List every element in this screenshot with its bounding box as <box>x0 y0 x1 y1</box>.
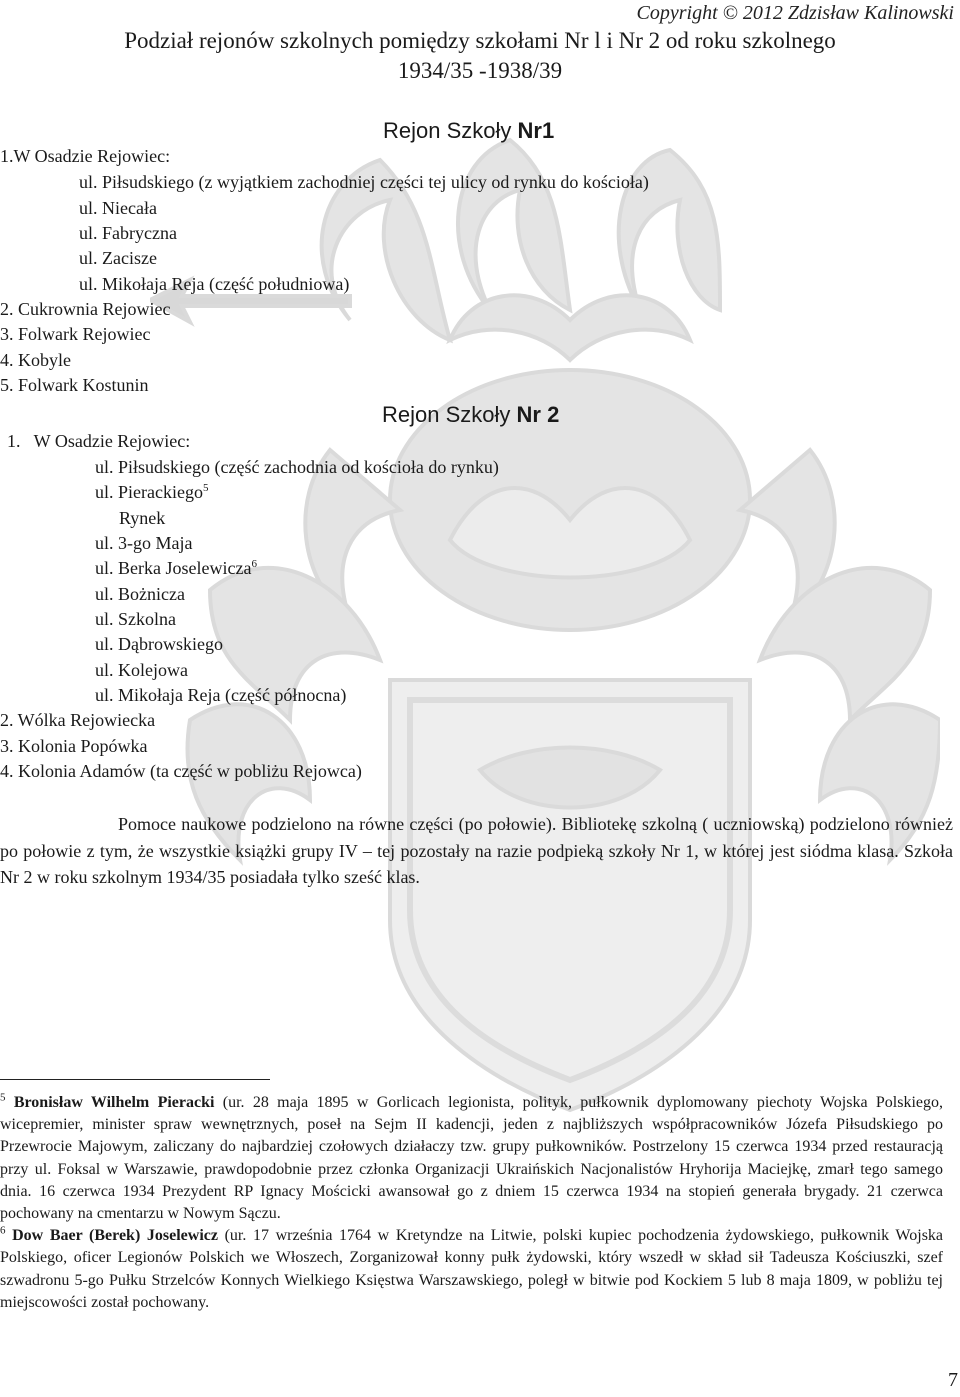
list-item: ul. Piłsudskiego (część zachodnia od kościoła do rynku) <box>95 457 499 477</box>
paragraph-text: Pomoce naukowe podzielono na równe części (po połowie). Bibliotekę szkolną ( uczniowską) podzielono również po połowie z tym, że wszystkie książki grupy IV – tej pozostały na razie podpieką szkoły Nr 1, w której jest siódma klasa. Szkoła Nr 2 w roku szkolnym 1934/35 posiadała tylko sześć klas. <box>0 814 953 887</box>
list-item: 1. W Osadzie Rejowiec: <box>7 431 191 451</box>
list-item: 2. Cukrownia Rejowiec <box>0 299 171 319</box>
footnote-6-name: Dow Baer (Berek) Joselewicz <box>12 1227 218 1245</box>
coat-of-arms-watermark <box>150 120 940 1120</box>
list-item: 3. Kolonia Popówka <box>0 736 148 756</box>
footnote-6 <box>0 1225 943 1314</box>
heading-rejon-1 <box>383 118 554 144</box>
list-item: ul. Dąbrowskiego <box>95 634 223 654</box>
list-item: ul. Zacisze <box>79 248 157 268</box>
heading-rejon-1-number: Nr1 <box>517 118 555 143</box>
body-paragraph <box>0 811 953 891</box>
page-title-line-2: 1934/35 -1938/39 <box>397 58 563 83</box>
list-item: 2. Wólka Rejowiecka <box>0 710 156 730</box>
list-item: 4. Kobyle <box>0 350 71 370</box>
list-item <box>95 558 257 579</box>
list-item: ul. Niecała <box>79 198 157 218</box>
heading-rejon-2-number: Nr 2 <box>516 402 560 427</box>
list-item: 5. Folwark Kostunin <box>0 375 149 395</box>
footnote-5-text: (ur. 28 maja 1895 w Gorlicach legionista, polityk, pułkownik dyplomowany piechoty Wojska Polskiego, wicepremier, minister spraw wewnętrznych, poseł na Sejm II kadencji, jeden z najbliższych współpracowników Józefa Piłsudskiego po Przewrocie Majowym, zaliczany do najbardziej czołowych działaczy tzw. grupy pułkowników. Postrzelony 15 czerwca 1934 przed restauracją przy ul. Foksal w Warszawie, prawdopodobnie przez członka Organizacji Ukraińskich Nacjonalistów Hryhorija Maciejkę, zmarł tego samego dnia. 16 czerwca 1934 Prezydent RP Ignacy Mościcki awansował go z dniem 15 czerwca 1934 na stopień generała brygady. 21 czerwca pochowany na cmentarzu w Nowym Sączu. <box>0 1094 943 1223</box>
footnote-5-number: 5 <box>0 1091 6 1104</box>
footnotes <box>0 1092 943 1314</box>
list-item: ul. Bożnicza <box>95 584 185 604</box>
list-item: ul. Kolejowa <box>95 660 188 680</box>
footnote-5-name: Bronisław Wilhelm Pieracki <box>13 1094 215 1111</box>
copyright-notice: Copyright © 2012 Zdzisław Kalinowski <box>636 2 954 24</box>
list-item-text: ul. Berka Joselewicza <box>95 558 252 578</box>
list-item: ul. 3-go Maja <box>95 533 193 553</box>
heading-rejon-1-text: Rejon Szkoły <box>383 118 518 143</box>
list-item: Rynek <box>119 508 166 528</box>
page-number: 7 <box>948 1369 958 1391</box>
list-item: ul. Mikołaja Reja (część południowa) <box>79 274 350 294</box>
heading-rejon-2 <box>382 402 559 428</box>
list-item <box>95 482 208 503</box>
footnote-6-text: (ur. 17 września 1764 w Kretyndze na Litwie, polski kupiec pochodzenia żydowskiego, pułkownik Wojska Polskiego, oficer Legionów Polskich we Włoszech, Zorganizował konny pułk żydowski, który wszedł w skład sił Tadeusza Kościuszki, szef szwadronu 5-go Pułku Strzelców Konnych Wielkiego Księstwa Warszawskiego, poległ w bitwie pod Kockiem 5 lub 8 maja 1809, w pobliżu tej miejscowości został pochowany. <box>0 1227 944 1311</box>
heading-rejon-2-text: Rejon Szkoły <box>382 402 517 427</box>
footnote-6-number: 6 <box>0 1224 6 1237</box>
list-item-text: ul. Pierackiego <box>95 482 203 502</box>
list-item: 3. Folwark Rejowiec <box>0 324 151 344</box>
list-item: ul. Szkolna <box>95 609 176 629</box>
list-item: ul. Piłsudskiego (z wyjątkiem zachodniej części tej ulicy od rynku do kościoła) <box>79 172 649 192</box>
footnote-separator <box>0 1079 270 1080</box>
list-item: 4. Kolonia Adamów (ta część w pobliżu Rejowca) <box>0 761 362 781</box>
footnote-ref-5: 5 <box>202 482 209 494</box>
list-item: ul. Fabryczna <box>79 223 177 243</box>
list-item: 1.W Osadzie Rejowiec: <box>0 146 171 166</box>
footnote-5 <box>0 1092 943 1225</box>
footnote-ref-6: 6 <box>251 558 257 570</box>
page-title-line-1: Podział rejonów szkolnych pomiędzy szkołami Nr l i Nr 2 od roku szkolnego <box>124 28 836 53</box>
list-item: ul. Mikołaja Reja (część północna) <box>95 685 347 705</box>
